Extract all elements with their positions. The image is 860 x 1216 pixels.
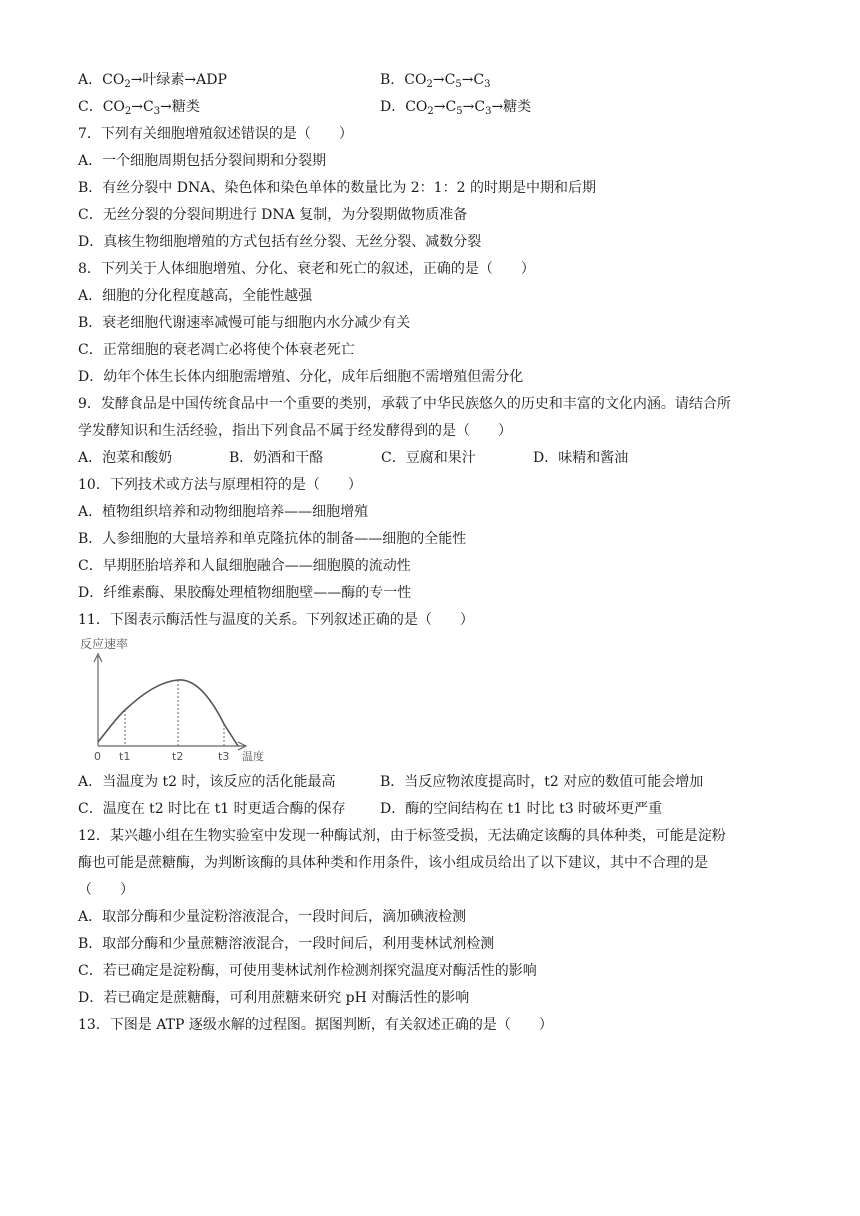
q8-stem: 8．下列关于人体细胞增殖、分化、衰老和死亡的叙述，正确的是（ ） bbox=[78, 261, 535, 277]
q7-option-b: B．有丝分裂中 DNA、染色体和染色单体的数量比为 2：1：2 的时期是中期和后期 bbox=[78, 180, 596, 196]
q6-option-d: D．$CO_2\to C_5\to C_3\to$糖类 bbox=[380, 99, 532, 117]
q9-option-c: C．豆腐和果汁 bbox=[381, 450, 476, 466]
graph-origin-label: 0 bbox=[94, 750, 101, 763]
q7-option-a: A．一个细胞周期包括分裂间期和分裂期 bbox=[78, 153, 327, 169]
graph-tick-t2: t2 bbox=[172, 750, 184, 763]
q9-stem-line1: 9．发酵食品是中国传统食品中一个重要的类别，承载了中华民族悠久的历史和丰富的文化内涵。请结合所 bbox=[78, 396, 731, 412]
q10-option-b: B．人参细胞的大量培养和单克隆抗体的制备——细胞的全能性 bbox=[78, 531, 467, 547]
q10-option-c: C．早期胚胎培养和人鼠细胞融合——细胞膜的流动性 bbox=[78, 558, 411, 574]
q6-option-c: C．$CO_2\to C_3\to$糖类 bbox=[78, 99, 200, 117]
q12-option-c: C．若已确定是淀粉酶，可使用斐林试剂作检测剂探究温度对酶活性的影响 bbox=[78, 963, 537, 979]
q10-option-a: A．植物组织培养和动物细胞培养——细胞增殖 bbox=[78, 504, 369, 520]
q6-option-a: A．$CO_2\to$叶绿素→ADP bbox=[78, 72, 227, 90]
graph-curve bbox=[98, 680, 238, 746]
q10-stem: 10．下列技术或方法与原理相符的是（ ） bbox=[78, 477, 362, 493]
q11-option-d: D．酶的空间结构在 t1 时比 t3 时破坏更严重 bbox=[380, 801, 663, 817]
q11-option-c: C．温度在 t2 时比在 t1 时更适合酶的保存 bbox=[78, 801, 346, 817]
q9-option-a: A．泡菜和酸奶 bbox=[78, 450, 173, 466]
q10-option-d: D．纤维素酶、果胶酶处理植物细胞壁——酶的专一性 bbox=[78, 585, 412, 601]
q12-option-a: A．取部分酶和少量淀粉溶液混合，一段时间后，滴加碘液检测 bbox=[78, 909, 467, 925]
graph-y-label: 反应速率 bbox=[80, 637, 129, 651]
q8-option-c: C．正常细胞的衰老凋亡必将使个体衰老死亡 bbox=[78, 342, 355, 358]
enzyme-temperature-graph bbox=[78, 634, 278, 770]
q7-option-d: D．真核生物细胞增殖的方式包括有丝分裂、无丝分裂、减数分裂 bbox=[78, 234, 482, 250]
q12-stem-line2: 酶也可能是蔗糖酶，为判断该酶的具体种类和作用条件，该小组成员给出了以下建议，其中不合理的是 bbox=[78, 855, 708, 871]
q7-stem: 7．下列有关细胞增殖叙述错误的是（ ） bbox=[78, 126, 353, 142]
q9-option-d: D．味精和酱油 bbox=[533, 450, 629, 466]
q12-option-b: B．取部分酶和少量蔗糖溶液混合，一段时间后，利用斐林试剂检测 bbox=[78, 936, 495, 952]
q7-option-c: C．无丝分裂的分裂间期进行 DNA 复制，为分裂期做物质准备 bbox=[78, 207, 468, 223]
q12-stem-line1: 12．某兴趣小组在生物实验室中发现一种酶试剂，由于标签受损，无法确定该酶的具体种类，可能是淀粉 bbox=[78, 828, 726, 844]
q11-option-a: A．当温度为 t2 时，该反应的活化能最高 bbox=[78, 774, 336, 790]
q8-option-b: B．衰老细胞代谢速率减慢可能与细胞内水分减少有关 bbox=[78, 315, 411, 331]
q8-option-d: D．幼年个体生长体内细胞需增殖、分化，成年后细胞不需增殖但需分化 bbox=[78, 369, 524, 385]
q11-stem: 11．下图表示酶活性与温度的关系。下列叙述正确的是（ ） bbox=[78, 612, 474, 628]
graph-tick-t1: t1 bbox=[119, 750, 131, 763]
graph-tick-t3: t3 bbox=[218, 750, 230, 763]
q8-option-a: A．细胞的分化程度越高，全能性越强 bbox=[78, 288, 313, 304]
q12-stem-line3: （ ） bbox=[78, 882, 134, 898]
q9-stem-line2: 学发酵知识和生活经验，指出下列食品不属于经发酵得到的是（ ） bbox=[78, 423, 512, 439]
q9-option-b: B．奶酒和干酪 bbox=[229, 450, 324, 466]
q12-option-d: D．若已确定是蔗糖酶，可利用蔗糖来研究 pH 对酶活性的影响 bbox=[78, 990, 470, 1006]
graph-x-label: 温度 bbox=[242, 750, 264, 763]
q6-option-b: B．$CO_2\to C_5\to C_3$ bbox=[380, 72, 491, 90]
q11-option-b: B．当反应物浓度提高时，t2 对应的数值可能会增加 bbox=[380, 774, 704, 790]
q13-stem: 13．下图是 ATP 逐级水解的过程图。据图判断，有关叙述正确的是（ ） bbox=[78, 1017, 553, 1033]
